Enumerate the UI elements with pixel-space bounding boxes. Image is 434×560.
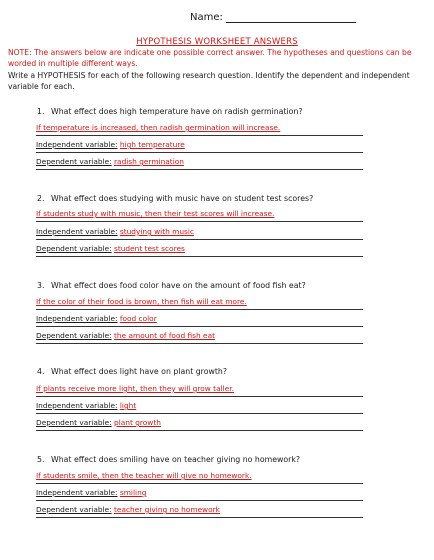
dependent-label: Dependent variable:	[36, 157, 112, 166]
dependent-answer: student test scores	[114, 244, 185, 253]
dependent-variable-4	[36, 417, 363, 431]
independent-label: Independent variable:	[36, 401, 118, 410]
independent-answer: food color	[119, 314, 157, 323]
independent-variable-3	[36, 313, 363, 327]
question-5	[37, 455, 300, 464]
independent-answer: light	[119, 401, 137, 410]
dependent-variable-1	[36, 156, 363, 170]
independent-answer: studying with music	[119, 227, 195, 236]
dependent-label: Dependent variable:	[36, 505, 112, 514]
dependent-answer: radish germination	[114, 157, 184, 166]
question-text: What effect does smiling have on teacher giving no homework?	[51, 455, 301, 464]
question-number: 5.	[37, 455, 45, 464]
independent-label: Independent variable:	[36, 488, 118, 497]
hypothesis-4: If plants receive more light, then they will grow taller.	[36, 383, 363, 397]
dependent-label: Dependent variable:	[36, 331, 112, 340]
dependent-answer: the amount of food fish eat	[114, 331, 216, 340]
independent-label: Independent variable:	[36, 227, 118, 236]
name-label: Name:	[190, 12, 223, 23]
question-text: What effect does studying with music have on student test scores?	[51, 194, 314, 203]
dependent-answer: teacher giving no homework	[114, 505, 220, 514]
hypothesis-3: If the color of their food is brown, then fish will eat more.	[36, 296, 363, 310]
question-1	[37, 107, 303, 116]
independent-variable-1	[36, 139, 363, 153]
dependent-label: Dependent variable:	[36, 244, 112, 253]
question-text: What effect does high temperature have on radish germination?	[51, 107, 303, 116]
dependent-label: Dependent variable:	[36, 418, 112, 427]
instructions: Write a HYPOTHESIS for each of the following research question. Identify the dependent and independent variable for each.	[8, 71, 410, 91]
question-number: 3.	[37, 281, 45, 290]
independent-variable-2	[36, 226, 363, 240]
worksheet-title: HYPOTHESIS WORKSHEET ANSWERS	[136, 37, 298, 47]
name-blank-line	[226, 12, 356, 23]
question-3	[37, 281, 306, 290]
question-text: What effect does food color have on the amount of food fish eat?	[51, 281, 306, 290]
independent-variable-4	[36, 400, 363, 414]
independent-variable-5	[36, 487, 363, 501]
dependent-variable-5	[36, 504, 363, 518]
question-number: 2.	[37, 194, 45, 203]
independent-label: Independent variable:	[36, 314, 118, 323]
hypothesis-2: If students study with music, then their test scores will increase.	[36, 208, 363, 222]
question-number: 1.	[37, 107, 45, 116]
question-text: What effect does light have on plant growth?	[51, 367, 228, 376]
dependent-answer: plant growth	[114, 418, 161, 427]
hypothesis-1: If temperature is increased, then radish germination will increase.	[36, 122, 363, 136]
hypothesis-5: If students smile, then the teacher will give no homework.	[36, 470, 363, 484]
name-row	[190, 12, 356, 23]
independent-answer: high temperature	[119, 140, 185, 149]
question-number: 4.	[37, 367, 45, 376]
question-2	[37, 194, 313, 203]
answer-note: NOTE: The answers below are indicate one possible correct answer. The hypotheses and questions can be worded in multiple different ways.	[8, 48, 412, 68]
dependent-variable-2	[36, 243, 363, 257]
independent-answer: smiling	[119, 488, 147, 497]
question-4	[37, 367, 227, 376]
independent-label: Independent variable:	[36, 140, 118, 149]
dependent-variable-3	[36, 330, 363, 344]
